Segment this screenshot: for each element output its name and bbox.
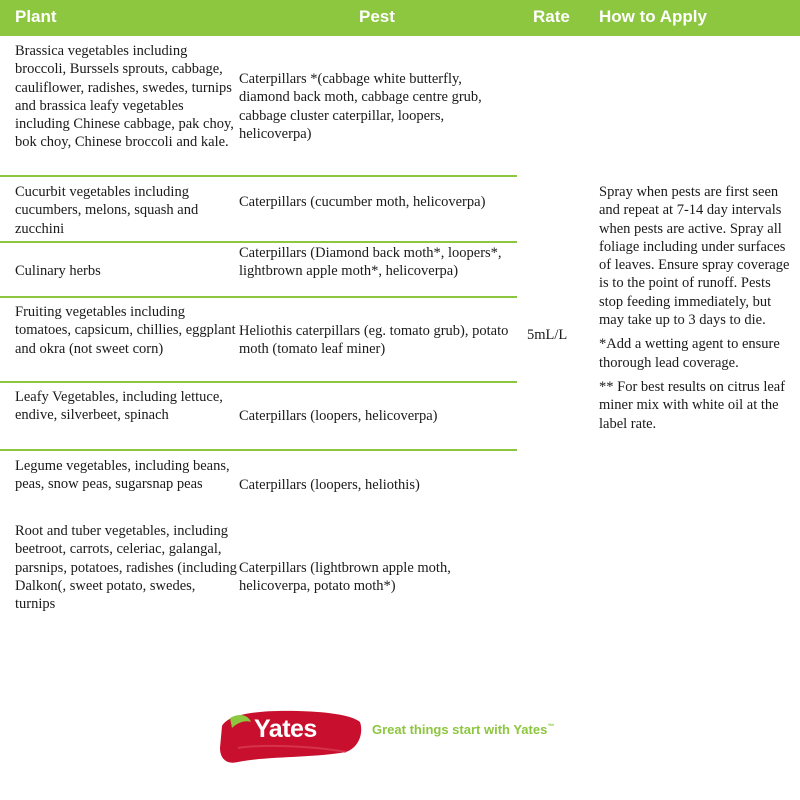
- how-to-apply-citrus-note: ** For best results on citrus leaf miner mix with white oil at the label rate.: [599, 378, 786, 432]
- header-plant: Plant: [15, 7, 57, 26]
- row-3-plant: Culinary herbs: [15, 263, 101, 279]
- row-divider: [0, 175, 517, 177]
- brand-tagline-text: Great things start with Yates: [372, 722, 548, 737]
- row-divider: [0, 241, 517, 243]
- how-to-apply-wetting-note: *Add a wetting agent to ensure thorough lead coverage.: [599, 336, 780, 371]
- brand-tagline: [372, 722, 554, 737]
- how-to-apply-instructions: Spray when pests are first seen and repeat at 7-14 day intervals when pests are active. Spray all foliage including under surfaces of leaves. Ensure spray coverage is to the point of runoff. Pests stop feeding immediately, but may take up to 3 days to die.: [599, 184, 790, 329]
- brand-footer: [218, 708, 578, 768]
- rate-value: 5mL/L: [527, 327, 568, 343]
- table-header: [0, 0, 800, 36]
- row-5-pest: Caterpillars (loopers, helicoverpa): [239, 408, 438, 424]
- row-7-plant: Root and tuber vegetables, including beetroot, carrots, celeriac, galangal, parsnips, potatoes, radishes (including Dalkon(, sweet potato, swedes, turnips: [15, 523, 237, 613]
- logo-wordmark: Yates: [254, 715, 317, 743]
- row-2-pest: Caterpillars (cucumber moth, helicoverpa): [239, 194, 486, 210]
- row-divider: [0, 449, 517, 451]
- row-5-plant: Leafy Vegetables, including lettuce, endive, silverbeet, spinach: [15, 389, 223, 424]
- row-6-pest: Caterpillars (loopers, heliothis): [239, 477, 420, 493]
- header-rate: Rate: [533, 7, 570, 26]
- row-6-plant: Legume vegetables, including beans, peas, snow peas, sugarsnap peas: [15, 458, 230, 493]
- row-2-plant: Cucurbit vegetables including cucumbers, melons, squash and zucchini: [15, 184, 199, 237]
- how-to-apply-text: [599, 183, 791, 439]
- row-4-plant: Fruiting vegetables including tomatoes, capsicum, chillies, eggplant and okra (not sweet corn): [15, 304, 236, 357]
- row-4-pest: Heliothis caterpillars (eg. tomato grub), potato moth (tomato leaf miner): [239, 323, 509, 358]
- row-1-plant: Brassica vegetables including broccoli, Burssels sprouts, cabbage, cauliflower, radishes, swedes, turnips and brassica leafy vegetables including Chinese cabbage, pak choy, bok choy, Chinese broccoli and kale.: [15, 43, 234, 151]
- row-divider: [0, 296, 517, 298]
- row-1-pest: Caterpillars *(cabbage white butterfly, diamond back moth, cabbage centre grub, cabbage cluster caterpillar, loopers, helicoverpa): [239, 71, 482, 142]
- header-pest: Pest: [359, 7, 395, 26]
- row-7-pest: Caterpillars (lightbrown apple moth, helicoverpa, potato moth*): [239, 560, 451, 595]
- header-how-to-apply: How to Apply: [599, 7, 707, 26]
- trademark-mark: ™: [547, 723, 555, 731]
- row-3-pest: Caterpillars (Diamond back moth*, loopers*, lightbrown apple moth*, helicoverpa): [239, 245, 502, 280]
- row-divider: [0, 381, 517, 383]
